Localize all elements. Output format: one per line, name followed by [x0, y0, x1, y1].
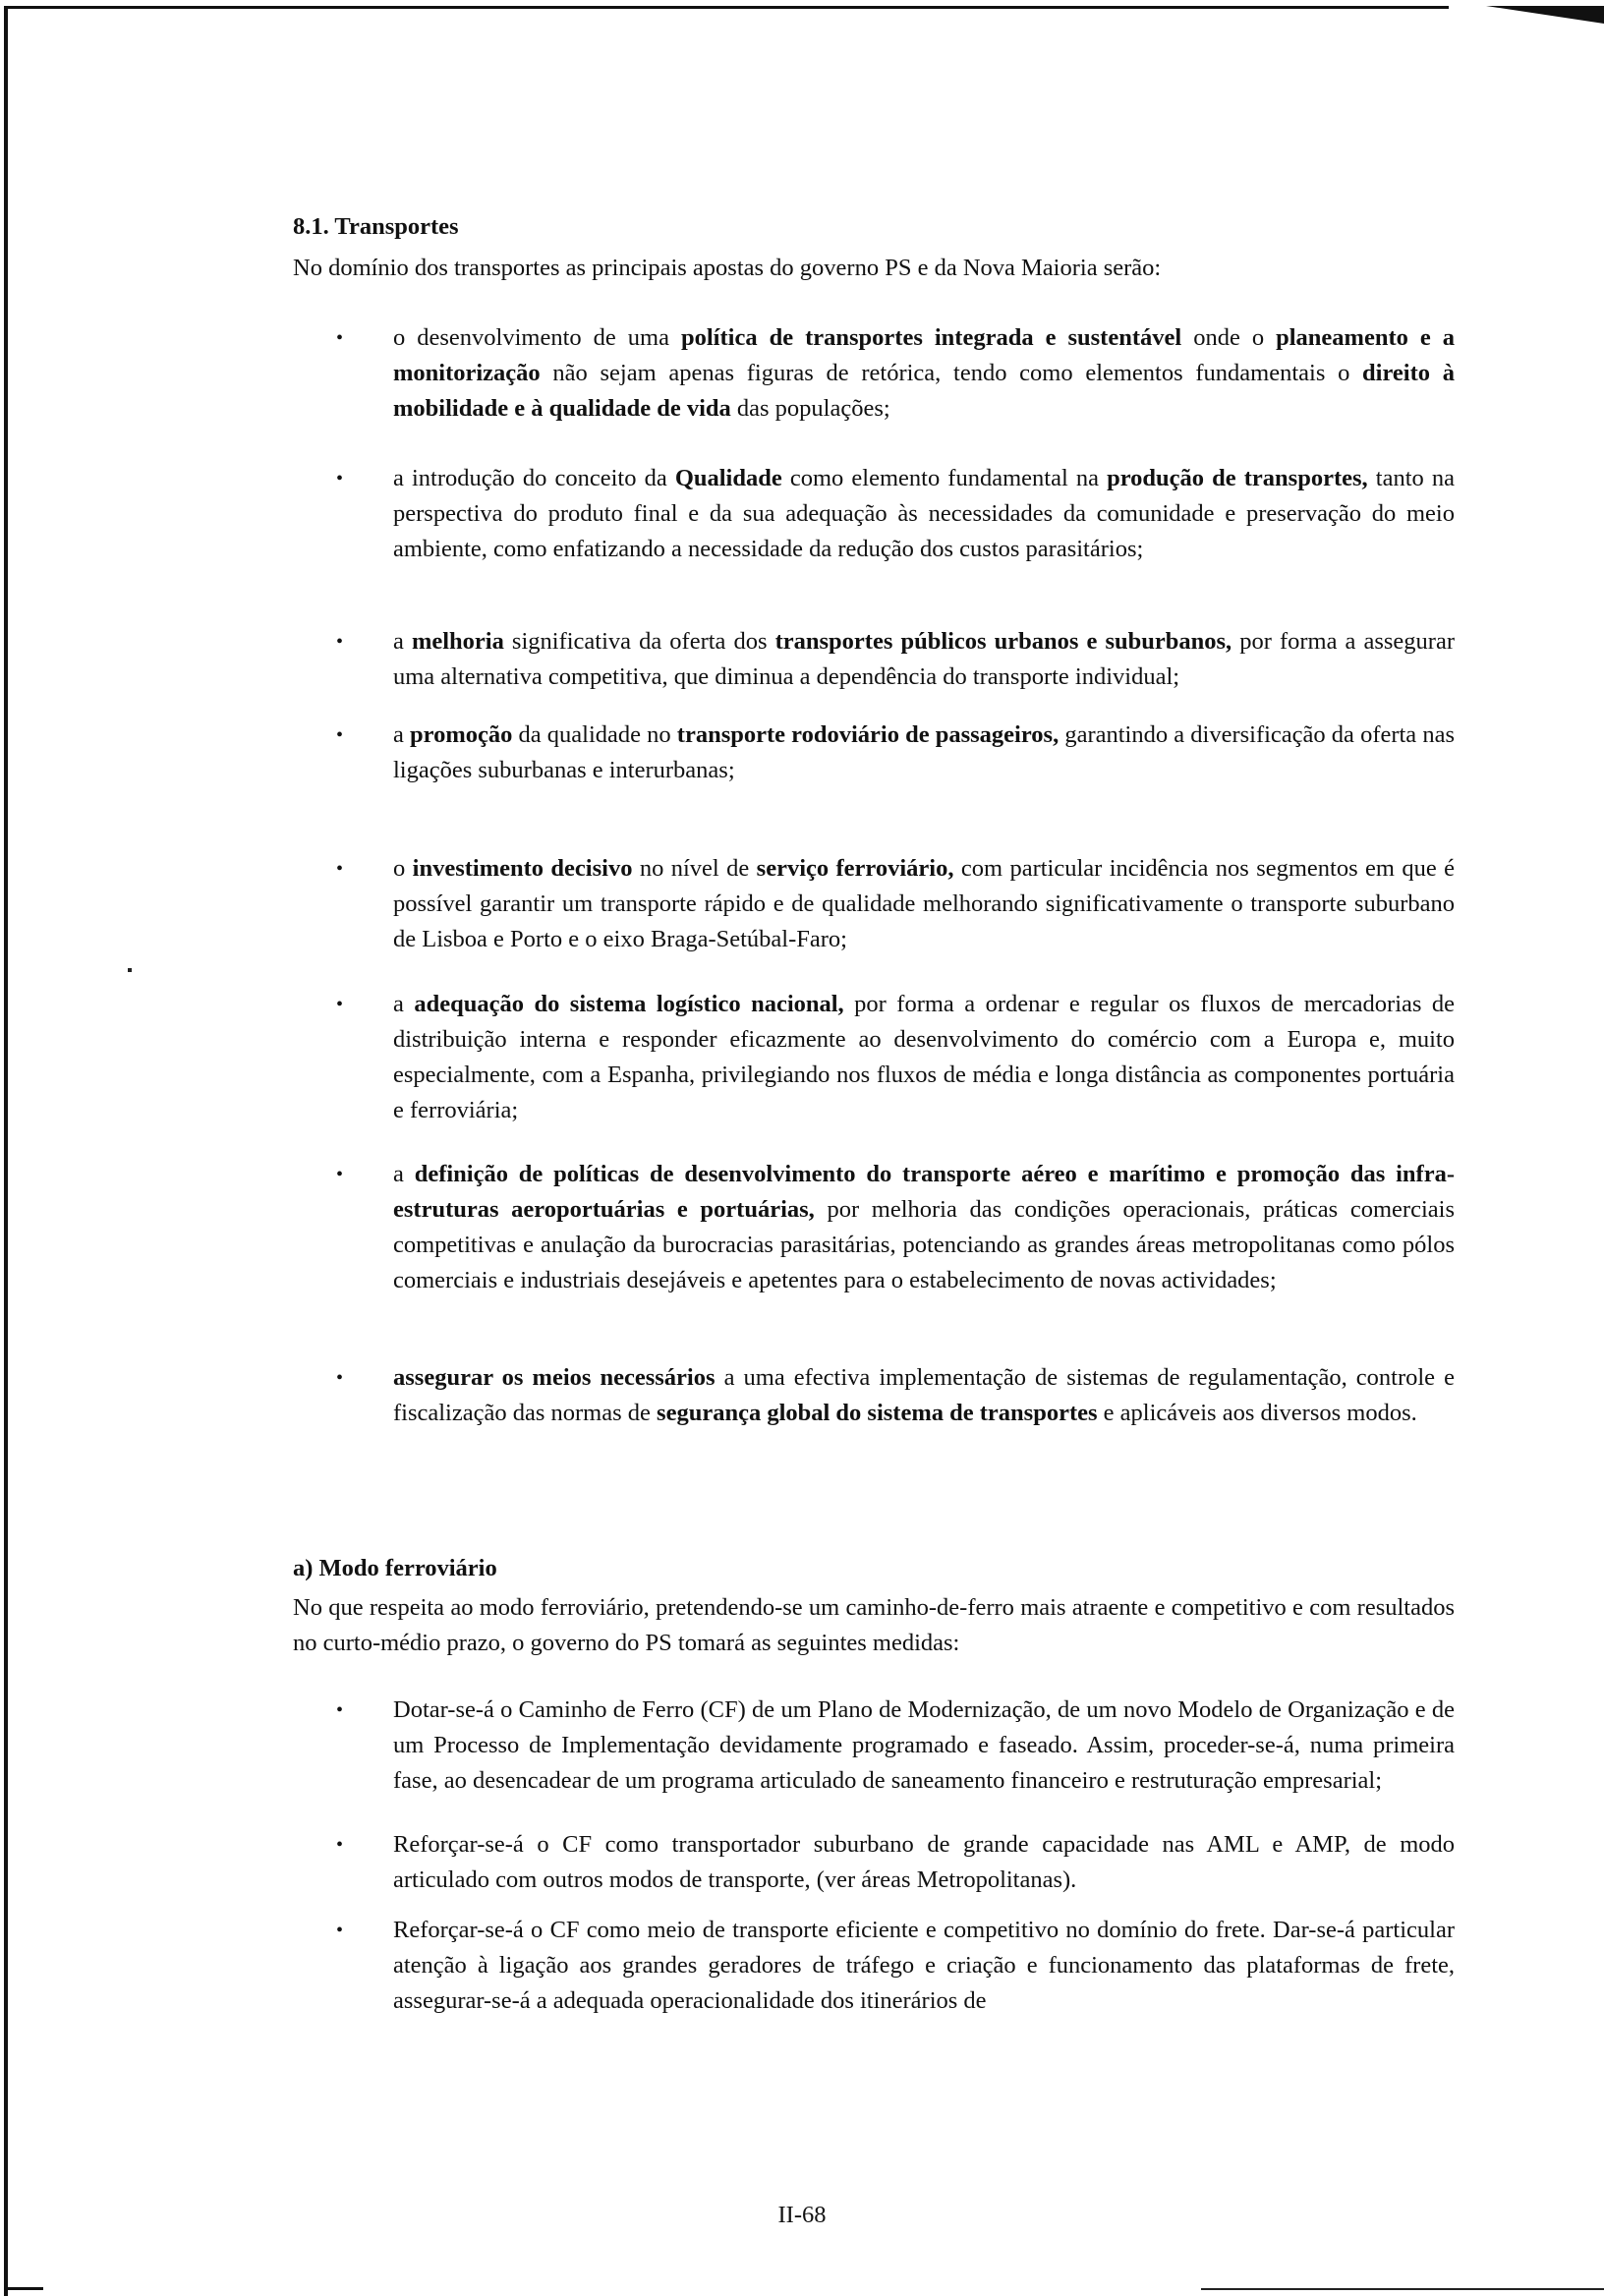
scan-border-bottom-right — [1201, 2288, 1604, 2290]
scan-border-top — [4, 6, 1449, 9]
text: com particular incidência nos segmentos em que é possível garantir um transporte rápido e de qualidade melhorando significativamente o transporte suburbano de Lisboa e Porto e o eixo Braga-Setúbal-Faro; — [393, 855, 1455, 952]
bullet-icon: • — [336, 724, 344, 746]
scan-speck — [128, 968, 132, 972]
bullet-icon: • — [336, 994, 344, 1015]
bullet-icon: • — [336, 468, 344, 489]
bold-text: melhoria — [411, 628, 504, 655]
scan-border-bottom — [4, 2287, 43, 2290]
text: Reforçar-se-á o CF como transportador suburbano de grande capacidade nas AML e AMP, de modo articulado com outros modos de transporte, (ver áreas Metropolitanas). — [393, 1831, 1455, 1893]
text: como elemento fundamental na — [781, 465, 1108, 491]
bullet-icon: • — [336, 327, 344, 349]
list-item — [336, 851, 1455, 957]
text: das populações; — [730, 395, 890, 422]
bold-text: política de transportes integrada e sustentável — [681, 324, 1182, 351]
bold-text: investimento decisivo — [412, 855, 633, 882]
text: Dotar-se-á o Caminho de Ferro (CF) de um Plano de Modernização, de um novo Modelo de Organização e de um Processo de Implementação devidamente programado e faseado. Assim, proceder-se-á, numa primeira fase, ao desencadear de um programa articulado de saneamento financeiro e restruturação empresarial; — [393, 1696, 1455, 1794]
list-item — [336, 1157, 1456, 1298]
list-item — [336, 1360, 1455, 1431]
subsection-heading: a) Modo ferroviário — [293, 1555, 497, 1581]
text: a — [393, 991, 415, 1017]
bold-text: produção de transportes, — [1107, 465, 1368, 491]
bold-text: serviço ferroviário, — [756, 855, 954, 882]
bold-text: planeamento e a monitorização — [393, 324, 1456, 386]
text: garantindo a diversificação da oferta nas ligações suburbanas e interurbanas; — [393, 721, 1455, 783]
text: onde o — [1181, 324, 1277, 351]
intro-paragraph: No domínio dos transportes as principais apostas do governo PS e da Nova Maioria serão: — [293, 255, 1162, 281]
text: a — [393, 628, 412, 655]
text: por forma a assegurar uma alternativa competitiva, que diminua a dependência do transporte individual; — [393, 628, 1455, 690]
list-item — [336, 320, 1456, 427]
bold-text: assegurar os meios necessários — [393, 1364, 716, 1391]
section-heading: 8.1. Transportes — [293, 213, 459, 240]
text: significativa da oferta dos — [503, 628, 775, 655]
list-item — [336, 718, 1455, 788]
text: no nível de — [632, 855, 757, 882]
list-item — [336, 1693, 1455, 1799]
list-item — [336, 987, 1456, 1128]
bold-text: transportes públicos urbanos e suburbanos, — [774, 628, 1232, 655]
text: e aplicáveis aos diversos modos. — [1097, 1400, 1417, 1426]
bold-text: transporte rodoviário de passageiros, — [676, 721, 1060, 748]
text: a — [393, 721, 411, 748]
bold-text: segurança global do sistema de transportes — [657, 1400, 1098, 1426]
list-item — [336, 1827, 1455, 1898]
bold-text: definição de políticas de desenvolvimento do transporte aéreo e marítimo e promoção das infra-estruturas aeroportuárias e portuárias, — [393, 1161, 1456, 1223]
subsection-intro: No que respeita ao modo ferroviário, pretendendo-se um caminho-de-ferro mais atraente e competitivo e com resultados no curto-médio prazo, o governo do PS tomará as seguintes medidas: — [293, 1594, 1455, 1656]
text: o desenvolvimento de uma — [393, 324, 681, 351]
text: por forma a ordenar e regular os fluxos de mercadorias de distribuição interna e responder eficazmente ao desenvolvimento do comércio com a Europa e, muito especialmente, com a Espanha, privilegiando nos fluxos de média e longa distância as componentes portuária e ferroviária; — [393, 991, 1456, 1123]
scan-border-left — [4, 6, 8, 2296]
text: não sejam apenas figuras de retórica, tendo como elementos fundamentais o — [540, 360, 1363, 386]
list-item — [336, 1913, 1455, 2019]
text: a introdução do conceito da — [393, 465, 675, 491]
bullet-icon: • — [336, 631, 344, 653]
scan-corner-mark — [1486, 6, 1604, 24]
page-number: II-68 — [777, 2202, 827, 2228]
text: da qualidade no — [512, 721, 677, 748]
bold-text: adequação do sistema logístico nacional, — [414, 991, 844, 1017]
bullet-icon: • — [336, 1164, 344, 1185]
bold-text: direito à mobilidade e à qualidade de vida — [393, 360, 1455, 422]
text: tanto na perspectiva do produto final e da sua adequação às necessidades da comunidade e preservação do meio ambiente, como enfatizando a necessidade da redução dos custos parasitários; — [393, 465, 1455, 562]
bullet-icon: • — [336, 1834, 344, 1856]
text: a — [393, 1161, 415, 1187]
bullet-icon: • — [336, 1920, 344, 1941]
bullet-icon: • — [336, 1367, 344, 1389]
list-item — [336, 461, 1455, 567]
bullet-icon: • — [336, 858, 344, 880]
text: o — [393, 855, 413, 882]
bold-text: promoção — [410, 721, 513, 748]
bold-text: Qualidade — [674, 465, 782, 491]
text: por melhoria das condições operacionais, práticas comerciais competitivas e anulação da burocracias parasitárias, potenciando as grandes áreas metropolitanas como pólos comerciais e industriais desejáveis e apetentes para o estabelecimento de novas actividades; — [393, 1196, 1455, 1293]
text: Reforçar-se-á o CF como meio de transporte eficiente e competitivo no domínio do frete. Dar-se-á particular atenção à ligação aos grandes geradores de tráfego e criação e funcionamento das plataformas de frete, assegurar-se-á a adequada operacionalidade dos itinerários de — [393, 1917, 1455, 2014]
list-item — [336, 624, 1455, 695]
bullet-icon: • — [336, 1699, 344, 1721]
text: a uma efectiva implementação de sistemas de regulamentação, controle e fiscalização das normas de — [393, 1364, 1455, 1426]
